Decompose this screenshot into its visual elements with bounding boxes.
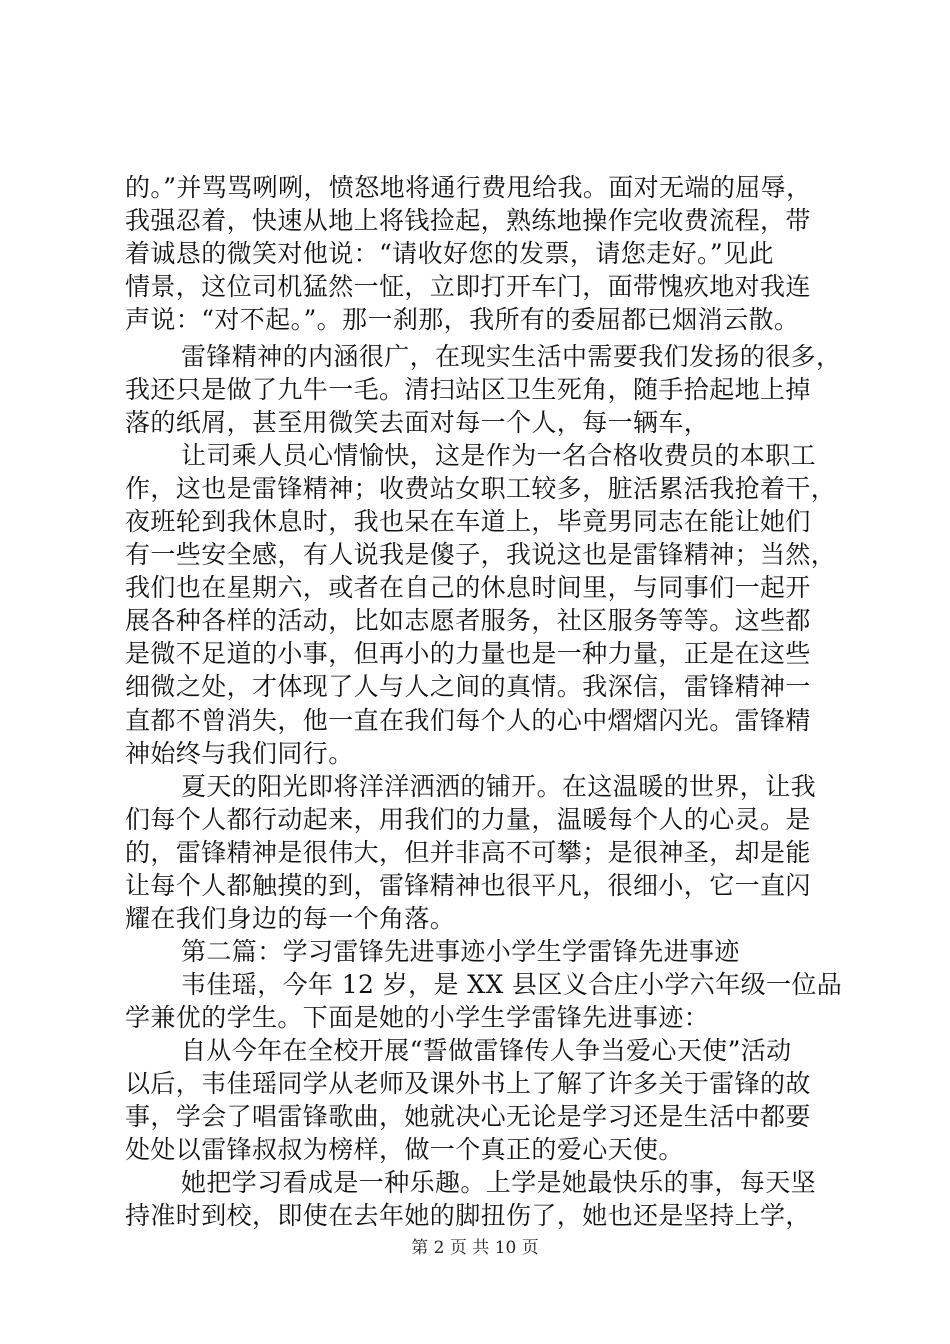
text-line: 的，雷锋精神是很伟大，但并非高不可攀；是很神圣，却是能 bbox=[125, 838, 811, 867]
text-line: 处处以雷锋叔叔为榜样，做一个真正的爱心天使。 bbox=[125, 1135, 684, 1164]
text-line: 神始终与我们同行。 bbox=[125, 739, 354, 768]
text-line: 让司乘人员心情愉快，这是作为一名合格收费员的本职工 bbox=[181, 441, 817, 470]
text-line: 她把学习看成是一种乐趣。上学是她最快乐的事，每天坚 bbox=[181, 1168, 817, 1197]
text-line: 的。”并骂骂咧咧，愤怒地将通行费甩给我。面对无端的屈辱， bbox=[125, 173, 812, 202]
text-line: 我们也在星期六，或者在自己的休息时间里，与同事们一起开 bbox=[125, 573, 811, 602]
text-line: 作，这也是雷锋精神；收费站女职工较多，脏活累活我抢着干， bbox=[125, 474, 837, 503]
text-line: 夏天的阳光即将洋洋洒洒的铺开。在这温暖的世界，让我 bbox=[181, 772, 817, 801]
text-line: 有一些安全感，有人说我是傻子，我说这也是雷锋精神；当然， bbox=[125, 540, 837, 569]
text-line: 我还只是做了九牛一毛。清扫站区卫生死角，随手拾起地上掉 bbox=[125, 375, 811, 404]
text-line: 韦佳瑶，今年 12 岁，是 XX 县区义合庄小学六年级一位品 bbox=[181, 970, 843, 999]
text-line: 耀在我们身边的每一个角落。 bbox=[125, 904, 456, 933]
text-line: 是微不足道的小事，但再小的力量也是一种力量，正是在这些 bbox=[125, 639, 811, 668]
text-line: 事，学会了唱雷锋歌曲，她就决心无论是学习还是生活中都要 bbox=[125, 1102, 811, 1131]
text-line: 我强忍着，快速从地上将钱捡起，熟练地操作完收费流程，带 bbox=[125, 206, 811, 235]
text-line: 持准时到校，即使在去年她的脚扭伤了，她也还是坚持上学， bbox=[125, 1201, 811, 1230]
text-line: 让每个人都触摸的到，雷锋精神也很平凡，很细小，它一直闪 bbox=[125, 871, 811, 900]
section-heading: 第二篇：学习雷锋先进事迹小学生学雷锋先进事迹 bbox=[181, 937, 740, 966]
text-line: 落的纸屑，甚至用微笑去面对每一个人，每一辆车， bbox=[125, 408, 710, 437]
text-line: 以后，韦佳瑶同学从老师及课外书上了解了许多关于雷锋的故 bbox=[125, 1069, 811, 1098]
text-line: 展各种各样的活动，比如志愿者服务，社区服务等等。这些都 bbox=[125, 606, 811, 635]
text-line: 着诚恳的微笑对他说：“请收好您的发票，请您走好。”见此 bbox=[125, 239, 774, 268]
text-line: 声说：“对不起。”。那一刹那，我所有的委屈都已烟消云散。 bbox=[125, 305, 800, 334]
text-line: 自从今年在全校开展“誓做雷锋传人争当爱心天使”活动 bbox=[181, 1036, 792, 1065]
page-number: 第 2 页 共 10 页 bbox=[411, 1238, 539, 1258]
text-line: 细微之处，才体现了人与人之间的真情。我深信，雷锋精神一 bbox=[125, 672, 811, 701]
text-line: 学兼优的学生。下面是她的小学生学雷锋先进事迹： bbox=[125, 1003, 710, 1032]
text-line: 们每个人都行动起来，用我们的力量，温暖每个人的心灵。是 bbox=[125, 805, 811, 834]
text-line: 雷锋精神的内涵很广，在现实生活中需要我们发扬的很多， bbox=[181, 342, 842, 371]
text-line: 情景，这位司机猛然一怔，立即打开车门，面带愧疚地对我连 bbox=[125, 272, 811, 301]
text-line: 直都不曾消失，他一直在我们每个人的心中熠熠闪光。雷锋精 bbox=[125, 706, 811, 735]
text-line: 夜班轮到我休息时，我也呆在车道上，毕竟男同志在能让她们 bbox=[125, 507, 811, 536]
